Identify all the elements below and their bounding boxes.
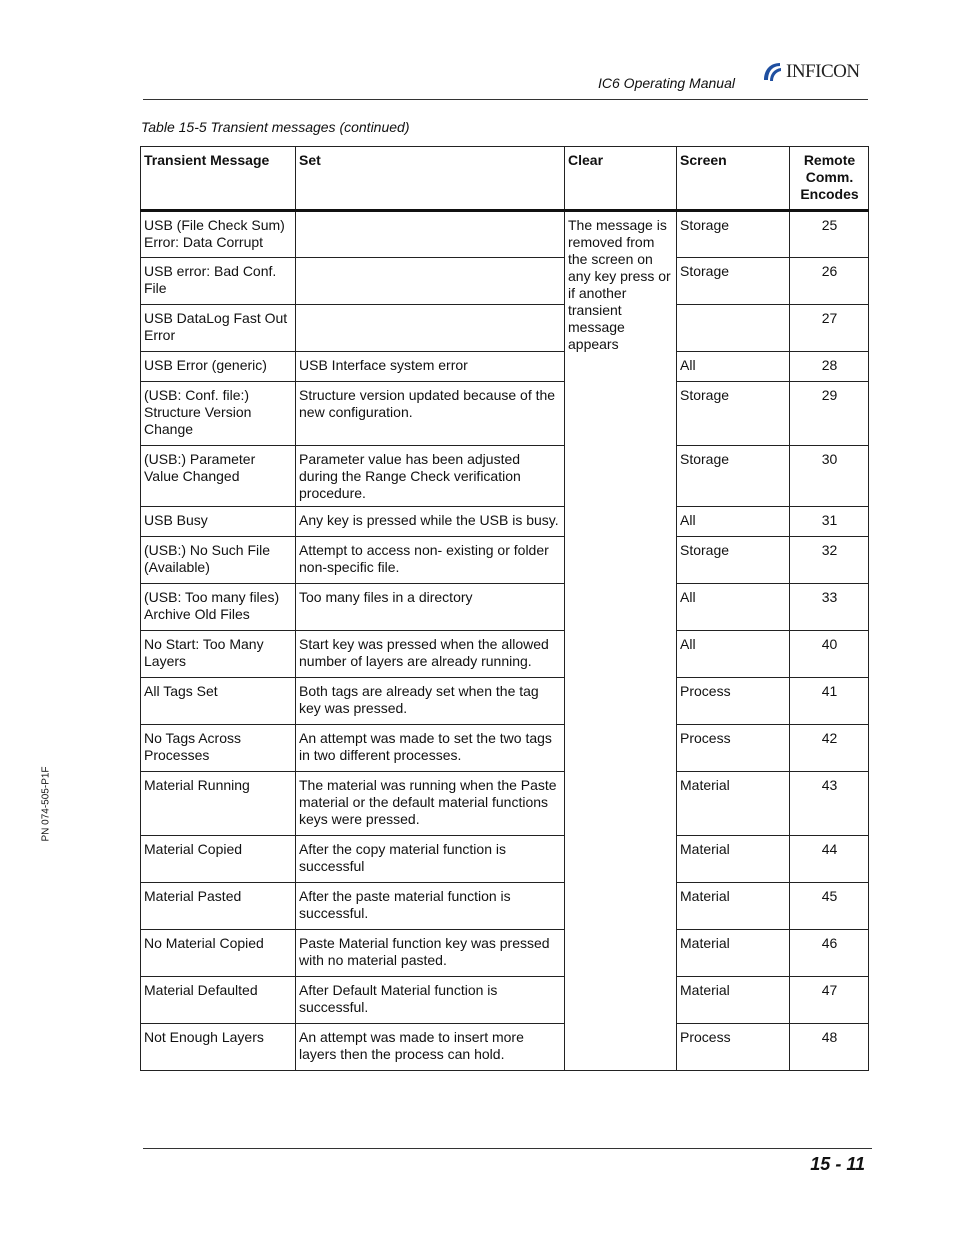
column-header-set: Set (296, 147, 565, 211)
part-number: PN 074-505-P1F (40, 766, 52, 842)
table-row (141, 725, 869, 772)
table-row (141, 678, 869, 725)
remote-code-cell: 42 (790, 725, 869, 772)
set-cell: Structure version updated because of the new configuration. (296, 382, 565, 446)
remote-code-cell: 44 (790, 836, 869, 883)
message-cell: (USB:) Parameter Value Changed (141, 446, 296, 507)
remote-code-cell: 28 (790, 352, 869, 382)
table-row (141, 836, 869, 883)
set-cell: Attempt to access non- existing or folder non-specific file. (296, 537, 565, 584)
header-rule (143, 99, 868, 100)
table-row (141, 1024, 869, 1071)
column-header-clear: Clear (565, 147, 677, 211)
table-body (141, 211, 869, 1071)
screen-cell: Storage (677, 258, 790, 305)
remote-code-cell: 45 (790, 883, 869, 930)
set-cell: Too many files in a directory (296, 584, 565, 631)
set-cell (296, 305, 565, 352)
message-cell: Material Running (141, 772, 296, 836)
screen-cell: All (677, 352, 790, 382)
table-row (141, 631, 869, 678)
remote-code-cell: 47 (790, 977, 869, 1024)
set-cell: Paste Material function key was pressed with no material pasted. (296, 930, 565, 977)
message-cell: USB (File Check Sum) Error: Data Corrupt (141, 211, 296, 258)
message-cell: USB error: Bad Conf. File (141, 258, 296, 305)
message-cell: Material Pasted (141, 883, 296, 930)
set-cell: Parameter value has been adjusted during the Range Check verification procedure. (296, 446, 565, 507)
message-cell: No Material Copied (141, 930, 296, 977)
set-cell: The material was running when the Paste material or the default material functions keys were pressed. (296, 772, 565, 836)
screen-cell: Material (677, 977, 790, 1024)
screen-cell: Storage (677, 537, 790, 584)
clear-cell: The message is removed from the screen on any key press or if another transient message appears (565, 211, 677, 1071)
screen-cell: Storage (677, 446, 790, 507)
table-row (141, 584, 869, 631)
set-cell (296, 258, 565, 305)
transient-messages-table (140, 146, 869, 1071)
screen-cell: All (677, 631, 790, 678)
remote-code-cell: 46 (790, 930, 869, 977)
logo-text: INFICON (786, 61, 860, 82)
set-cell: After Default Material function is successful. (296, 977, 565, 1024)
set-cell: Any key is pressed while the USB is busy. (296, 507, 565, 537)
remote-code-cell: 40 (790, 631, 869, 678)
message-cell: (USB: Conf. file:) Structure Version Change (141, 382, 296, 446)
screen-cell: Material (677, 836, 790, 883)
remote-code-cell: 32 (790, 537, 869, 584)
screen-cell: Storage (677, 211, 790, 258)
remote-code-cell: 25 (790, 211, 869, 258)
set-cell: Start key was pressed when the allowed number of layers are already running. (296, 631, 565, 678)
set-cell: Both tags are already set when the tag key was pressed. (296, 678, 565, 725)
remote-code-cell: 41 (790, 678, 869, 725)
message-cell: All Tags Set (141, 678, 296, 725)
set-cell: After the copy material function is successful (296, 836, 565, 883)
remote-code-cell: 31 (790, 507, 869, 537)
screen-cell (677, 305, 790, 352)
screen-cell: All (677, 507, 790, 537)
set-cell: An attempt was made to insert more layers then the process can hold. (296, 1024, 565, 1071)
column-header-remote-comm: Remote Comm. Encodes (790, 147, 869, 211)
set-cell: USB Interface system error (296, 352, 565, 382)
table-row (141, 382, 869, 446)
screen-cell: Process (677, 1024, 790, 1071)
remote-code-cell: 43 (790, 772, 869, 836)
message-cell: (USB: Too many files) Archive Old Files (141, 584, 296, 631)
table-caption: Table 15-5 Transient messages (continued) (141, 119, 410, 135)
remote-code-cell: 48 (790, 1024, 869, 1071)
message-cell: Not Enough Layers (141, 1024, 296, 1071)
screen-cell: Process (677, 725, 790, 772)
table-row (141, 537, 869, 584)
message-cell: No Tags Across Processes (141, 725, 296, 772)
screen-cell: Material (677, 772, 790, 836)
message-cell: Material Defaulted (141, 977, 296, 1024)
set-cell: An attempt was made to set the two tags in two different processes. (296, 725, 565, 772)
message-cell: USB Busy (141, 507, 296, 537)
set-cell (296, 211, 565, 258)
column-header-message: Transient Message (141, 147, 296, 211)
table-row (141, 930, 869, 977)
screen-cell: Material (677, 883, 790, 930)
screen-cell: Storage (677, 382, 790, 446)
remote-code-cell: 33 (790, 584, 869, 631)
set-cell: After the paste material function is successful. (296, 883, 565, 930)
inficon-logo (760, 59, 875, 85)
table-row (141, 772, 869, 836)
manual-title: IC6 Operating Manual (598, 75, 735, 91)
message-cell: No Start: Too Many Layers (141, 631, 296, 678)
column-header-screen: Screen (677, 147, 790, 211)
footer-rule (143, 1148, 872, 1149)
table-row (141, 507, 869, 537)
table-row (141, 977, 869, 1024)
message-cell: USB Error (generic) (141, 352, 296, 382)
remote-code-cell: 30 (790, 446, 869, 507)
message-cell: Material Copied (141, 836, 296, 883)
screen-cell: Material (677, 930, 790, 977)
remote-code-cell: 29 (790, 382, 869, 446)
screen-cell: Process (677, 678, 790, 725)
table-row (141, 446, 869, 507)
table-row (141, 883, 869, 930)
table-row (141, 258, 869, 305)
table-row (141, 305, 869, 352)
table-header-row (141, 147, 869, 211)
table-row (141, 352, 869, 382)
message-cell: (USB:) No Such File (Available) (141, 537, 296, 584)
page-number: 15 - 11 (810, 1154, 865, 1174)
table-row (141, 211, 869, 258)
screen-cell: All (677, 584, 790, 631)
remote-code-cell: 26 (790, 258, 869, 305)
inficon-logo-icon (760, 60, 784, 84)
remote-code-cell: 27 (790, 305, 869, 352)
message-cell: USB DataLog Fast Out Error (141, 305, 296, 352)
